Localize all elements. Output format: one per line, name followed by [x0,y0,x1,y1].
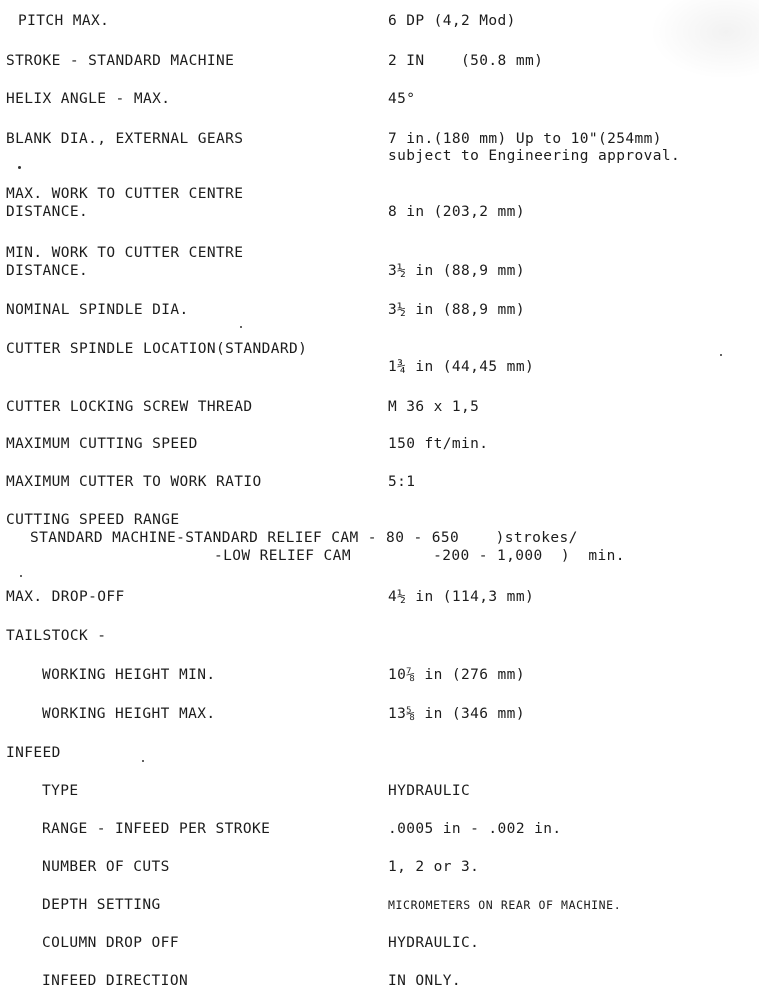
spec-value: 6 DP (4,2 Mod) [388,13,516,29]
spec-label: DEPTH SETTING [42,897,161,913]
spec-value: MICROMETERS ON REAR OF MACHINE. [388,898,622,912]
spec-value: 2 IN (50.8 mm) [388,53,544,69]
spec-value: HYDRAULIC [388,783,471,799]
spec-label: COLUMN DROP OFF [42,935,179,951]
scan-speck [18,166,21,169]
spec-label: NOMINAL SPINDLE DIA. [6,302,189,318]
spec-value: HYDRAULIC. [388,935,480,951]
spec-label: HELIX ANGLE - MAX. [6,91,171,107]
spec-value: 1, 2 or 3. [388,859,480,875]
spec-value: 3½ in (88,9 mm) [388,263,525,279]
spec-label: BLANK DIA., EXTERNAL GEARS [6,131,244,147]
spec-label: WORKING HEIGHT MIN. [42,667,216,683]
spec-value: 10⅞ in (276 mm) [388,667,525,683]
spec-label: STROKE - STANDARD MACHINE [6,53,235,69]
spec-label: CUTTER SPINDLE LOCATION(STANDARD) [6,341,308,357]
spec-label-continued: DISTANCE. [6,204,89,220]
section-heading: TAILSTOCK - [6,628,107,644]
spec-label: TYPE [42,783,79,799]
spec-value: 1¾ in (44,45 mm) [388,359,535,375]
spec-value: 4½ in (114,3 mm) [388,589,535,605]
spec-value: 45° [388,91,416,107]
spec-value: 7 in.(180 mm) Up to 10"(254mm) [388,131,662,147]
scan-speck [20,575,22,577]
cutting-speed-low: -LOW RELIEF CAM -200 - 1,000 ) min. [214,548,625,564]
section-heading: INFEED [6,745,61,761]
spec-value-note: subject to Engineering approval. [388,148,681,164]
scan-speck [142,760,144,762]
spec-label: RANGE - INFEED PER STROKE [42,821,271,837]
spec-label: CUTTER LOCKING SCREW THREAD [6,399,253,415]
spec-value: .0005 in - .002 in. [388,821,562,837]
spec-label: NUMBER OF CUTS [42,859,170,875]
spec-label: PITCH MAX. [18,13,110,29]
spec-label-continued: DISTANCE. [6,263,89,279]
cutting-speed-standard: STANDARD MACHINE-STANDARD RELIEF CAM - 80 - 650 )strokes/ [30,530,578,546]
spec-label: MAX. DROP-OFF [6,589,125,605]
spec-value: 3½ in (88,9 mm) [388,302,525,318]
spec-value: 150 ft/min. [388,436,489,452]
spec-value: IN ONLY. [388,973,462,989]
spec-label: MAXIMUM CUTTING SPEED [6,436,198,452]
spec-label: MAXIMUM CUTTER TO WORK RATIO [6,474,262,490]
section-heading: CUTTING SPEED RANGE [6,512,180,528]
spec-value: 8 in (203,2 mm) [388,204,525,220]
scan-speck [720,354,722,356]
spec-value: M 36 x 1,5 [388,399,480,415]
scan-speck [240,326,242,328]
spec-value: 5:1 [388,474,416,490]
scan-grain [649,0,759,80]
spec-label: WORKING HEIGHT MAX. [42,706,216,722]
spec-value: 13⅝ in (346 mm) [388,706,525,722]
spec-label: INFEED DIRECTION [42,973,189,989]
spec-label: MIN. WORK TO CUTTER CENTRE [6,245,244,261]
spec-label: MAX. WORK TO CUTTER CENTRE [6,186,244,202]
